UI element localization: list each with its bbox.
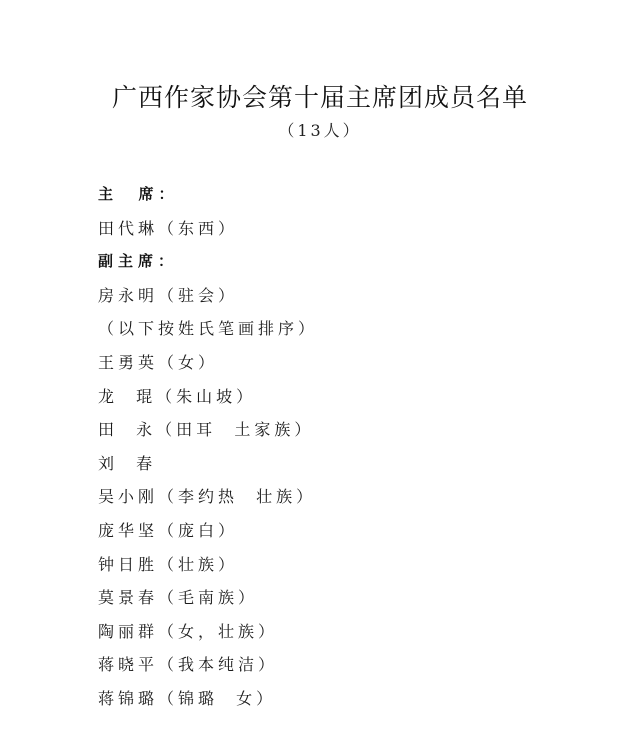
list-item-chair: 田代琳（东西）	[98, 218, 239, 238]
list-item: 刘 春	[98, 453, 157, 473]
list-item: 庞华坚（庞白）	[98, 520, 239, 540]
list-item: 莫景春（毛南族）	[98, 588, 259, 608]
list-item: 钟日胜（壮族）	[98, 554, 239, 574]
document-title: 广西作家协会第十届主席团成员名单	[111, 83, 528, 112]
list-item: 蒋锦璐（锦璐 女）	[98, 688, 277, 708]
list-item: 王勇英（女）	[98, 352, 219, 372]
vice-chair-heading: 副主席：	[98, 252, 179, 271]
document-subtitle: （13人）	[278, 121, 362, 140]
member-list	[98, 178, 618, 716]
list-item-vice-first: 房永明（驻会）	[98, 285, 239, 305]
chair-heading: 主 席：	[98, 185, 179, 203]
list-item: 田 永（田耳 土家族）	[98, 420, 315, 440]
order-note: （以下按姓氏笔画排序）	[98, 319, 319, 339]
list-item: 蒋晓平（我本纯洁）	[98, 655, 279, 675]
list-item: 吴小刚（李约热 壮族）	[98, 487, 317, 507]
list-item: 陶丽群（女，壮族）	[98, 621, 279, 641]
list-item: 龙 琨（朱山坡）	[98, 386, 257, 406]
